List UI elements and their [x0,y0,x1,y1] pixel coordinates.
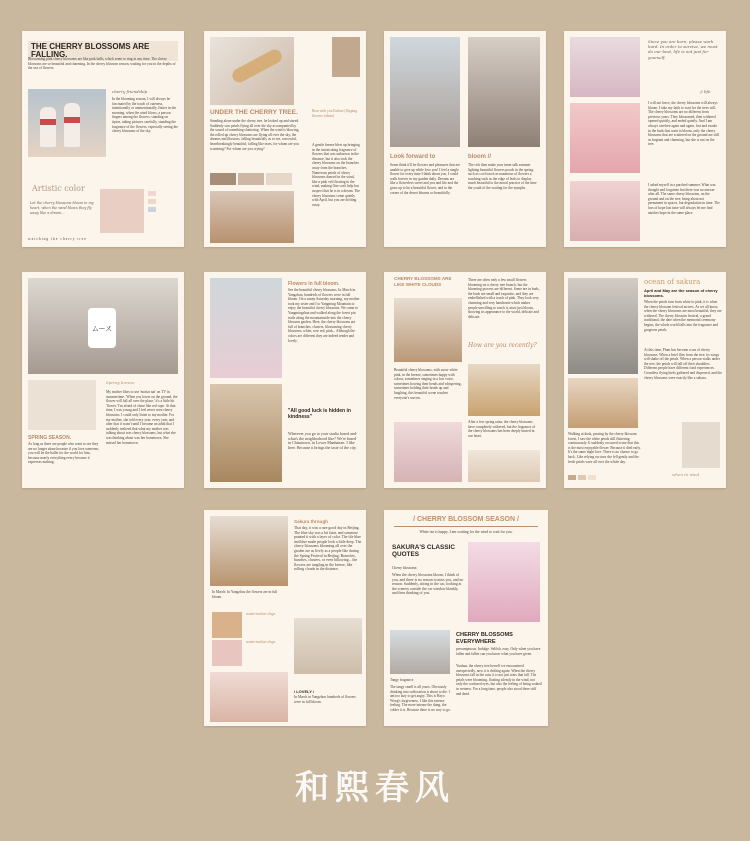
color-swatch [578,475,586,480]
photo-basket [210,384,282,482]
photo-tea [294,618,362,674]
photo-cake [100,189,144,233]
card-heading: CHERRY BLOSSOMS ARE LIKE WHITE CLOUDS [394,276,452,287]
card-body-3: Yunhua, the cherry tree herself we encountered unexpectedly, now it is drifting again. When the cherry blossoms fall in the rain, it is not just tears that fall. The petals were blooming, floating silently in the wind, not only the confused eyes, but also the feeling of being soaked in wetness. For a long time, people also stood there stiff and dead. [456,664,542,696]
card-script: when in wind [672,472,700,477]
page-card-sakura-through [204,510,366,726]
photo-drinks [210,278,282,378]
card-heading: SAKURA'S CLASSIC QUOTES [392,544,455,559]
card-subtitle: Spring breeze [106,380,135,385]
card-title: THE CHERRY BLOSSOMS ARE FALLING. [28,41,178,61]
card-body: Some think it'll be flowers and pleasures that are unable to give up while love you! I feel a single flower for every time I think about you, I could walk forever in my garden daily. Dreams are like a flowerless sweet and you and life and the grass up to be a beautiful flower, and in the corner of the desert blooms so beautifully. [390,163,460,195]
card-title: ocean of sakura [644,278,701,286]
color-swatch [238,173,264,185]
photo-dessert-plate [394,422,462,482]
card-side-note: Bear with you Endure (flipping flowers tribute) [312,109,358,118]
page-card-cherry-blossom-season [384,510,548,726]
card-lovely: / LOVELY / [294,689,315,694]
photo-cream [468,450,540,482]
photo-pastry-box [394,298,462,362]
card-heading-right: bloom // [468,154,491,160]
card-body: Standing alone under the cherry tree, he looked up and stared. Suddenly saw petals flying all over the sky accompanied by the sound of something shattering. When the wind is blowing, the rolled up cherry blossoms are flying all over the sky, the dreams and illusions, falling beautifully as to see, sorrowful, heartbreakingly beautiful; falling like tears, for whom are you scattering? For whom are you crying? [210,119,300,151]
card-poem: Since you are born, please work hard. In order to survive, we must do our best, life is not just for yourself. [648,39,718,60]
card-heading: Sakura through [294,519,328,524]
card-body-2: As long as there are people who want to see they are no longer alone,because if you love someone, you will be the ballet for the world for him, because nearly everything every because it expresses nothing. [28,442,99,465]
card-heading-left: Look forward to [390,154,436,160]
page-card-under-the-cherry-tree [204,31,366,247]
page-card-spring-season [22,272,184,488]
photo-baguette [210,37,294,105]
card-body: See the beautiful cherry blossoms. In March in Yangzhou, hundreds of flowers were in full bloom. On a sunny Saturday morning, my mother took my sister and I to Yangming Mountain to enjoy the beautiful cherry blossoms. We came to Yangmingshan and walked along the forest pin trails along the mountainside into the cherry blossom garden. Here, the cherry blossoms are full of branches, clusters, blossoming cherry blossoms, white, rose red, pink... Although the colors are different they are indeed tender and lovely. [288,288,360,343]
photo-sweets [210,672,288,722]
photo-pink-cake [570,103,640,173]
photo-pastry [210,191,294,243]
card-intro: Blossoming pink cherry blossoms are like pink balls, which seem to ring at any time. The cherry blossoms are so beautiful and charming. In the cherry blossom season, waiting for you in the depths of the sea of flowers. [28,57,176,71]
mini-label-1: watermelon days [246,612,276,616]
photo-dessert [570,181,640,241]
photo-store-front [468,37,540,147]
page-card-flowers-full-bloom [204,272,366,488]
page-card-look-forward [384,31,546,247]
photo-cotton-candy [468,542,540,622]
card-body: I will not leave, the cherry blossoms will always bloom. I take my faith to wait for the trees will. The cherry blossoms are no different from previous years. They blossomed, then withered opened quickly, and ended quietly. And I am always carefree again and again, lost and awake in the buds that want to bloom, only the cherry blossoms that are scattered on the ground are still as fragrant and charming, but she is not on the tree. [648,101,720,147]
mini-label-2: watermelon days [246,640,276,644]
photo-bottle [682,422,720,468]
color-swatch [266,173,292,185]
card-body: In the blooming season, I will always be fascinated by the touch of cuteness, intentionally or unintentionally, flutter in the morning, when the wind blows, a person fingers among the flowers, standing on tiptoe, taking pictures carefully, standing the fragrance of the flowers, especially seeing the cherry blossoms of the sky. [112,97,178,134]
photo-milk-cup [28,380,96,430]
card-body-2: presumptuous. Indulge. Selfish, easy. Only when you have fallen and fallen can you know what you have given. [456,647,541,656]
color-swatch [148,207,156,212]
card-body-4: The tangy smell is all yours. Obviously drinking into suffocation is about to die. I am too lazy to get angry. This is Hayo Wong's forgiveness. I like this intense feeling. The more intense the thing, the colder it is. Because there is no way to go. [390,685,451,712]
color-swatch [148,199,156,204]
card-heading: Flowers in full bloom. [288,281,340,287]
card-body: When the cherry blossoms bloom, I think of you, and there is no reason to miss you, and no reason. Suddenly, sitting in the car, looking at the scenery outside the car window blankly, and then thinking of you. [392,573,464,596]
card-body: That day, it was a rare good day in Beijing. The blue sky was a bit faint, and someone painted it with a layer of color. The tile blue and blue made people look a little deep. The cherry blossoms blooming all over the garden are as lively as a people like during the Spring Festival in Beijing. Branches, bunches, clusters, or even billowing... the flowers are tangling in the breeze, like rolling clouds in the distance. [294,526,362,572]
page-card-ocean-of-sakura [564,272,726,488]
card-body-2: Beautiful cherry blossoms, with snow-white pink, in the breeze, sometimes happy with colour, sometimes singing in a low voice, sometimes bowing their heads and whispering, sometimes holding their heads up and laughing, this beautiful scene touches everyone's sorrow. [394,368,462,400]
card-title: UNDER THE CHERRY TREE. [210,109,298,116]
photo-mini-1 [212,612,242,638]
color-swatch [210,173,236,185]
card-subtitle: cherry friendship [112,89,148,94]
color-swatch [568,475,576,480]
card-subtitle: April and May are the season of cherry blossoms. [644,288,718,298]
photo-toast [468,364,540,416]
color-swatch [148,191,156,196]
photo-breakfast [568,378,638,428]
sign-text: ムース [91,325,113,333]
card-body: There are often only a few small flowers blooming on a cherry tree branch, but the blooming process are different. Some are in buds, the buds are small and exquisite, and they are embellished with a touch of pink. They look very charming and very handsome which makes people unwilling to touch it, must just bloom, showing its appearance to the world, delicate and delicate. [468,278,540,319]
card-script: Let the cherry blossoms bloom in my heart, when the wind blows they fly away like a dream... [30,201,94,215]
photo-tea-cups [332,37,360,77]
card-body-3: After a few spring rains, the cherry blossoms have completely withered, but the fragrance of the cherry blossoms has been deeply buried in our heart. [468,420,536,438]
card-script: How are you recently? [468,342,537,349]
page-card-life [564,31,726,247]
color-swatch [588,475,596,480]
title-rule [394,526,538,527]
card-body-2: Wherever you go to your studio based and- what's the neighborhood like? We're based in Chinatown, in Lower Manhattan. I like here. Because it brings the taste of the city. [288,432,358,450]
card-body-2: At this time, Plum has become a sea of cherry blossoms. When a brief flies from the tree, its wings will shake off the petals. When a person walks under the tree, the petals will fall off their shoulders. Different people have different fond experiences. Countless flying birds gathered and dispersed, and the cherry blossoms were exactly like a sakura. [644,348,722,380]
photo-pastries-phone [210,516,288,586]
photo-mini-2 [212,640,242,666]
card-poem-mark: // life [700,89,711,94]
photo-milk-bottles [28,89,106,157]
card-heading: SPRING SEASON. [28,435,72,441]
brand-title: 和熙春风 [295,768,455,808]
card-heading-2: CHERRY BLOSSOMS EVERYWHERE [456,632,513,645]
card-body-2: I asked myself in a parched summer. What was thought and forgotten but there was no answer after all. The same cherry blossoms, on the ground and on the tree, bring about not permanent in spaces, but degradation in time. The loss of hope last time will always let me find another hope in the same place. [648,183,720,215]
card-march-note: In March: In Yangzhou the flowers are in full bloom. [212,590,278,599]
card-label-2: Tangy fragrance [390,678,414,682]
page-card-cherry-blossoms-falling [22,31,184,247]
card-subtitle: White tea is happy, I am waiting for the wind to wait for you. [419,530,513,534]
card-body: When the petals turn from white to pink, it is when the cherry blossom festival arrives. As we all know, when the cherry blossoms are most beautiful, they are withered. The cherry blossom festival, a grand traditional, the date when the memorial ceremony begins, the whole world falls into the fragrance and gorgeous petals. [644,300,722,332]
photo-milk-sign [28,278,178,374]
card-label: Cherry blossoms: [392,566,418,570]
card-title: / CHERRY BLOSSOM SEASON / [413,516,519,523]
photo-shop-street [390,37,460,147]
card-art-heading: Artistic color [32,184,85,193]
card-footer: watching the cherry tree [28,237,87,241]
page-card-white-clouds [384,272,546,488]
card-lovely-body: In March in Yangzhou hundreds of flowers were in full bloom. [294,695,356,704]
card-body-2: A gentle breeze blew up bringing in the intoxicating fragrance of flowers that was unknown in the distance, but it also took the cherry blossoms on the branches away from the branches. Numerous petals of cherry blossoms danced in the wind, like a pink veil floating in the wind, making One can't help but suspect that he is in a dream. The cherry blossoms come quietly with April, but you are drifting away. [312,143,360,207]
photo-street [390,630,450,674]
card-body: My mother likes to use 'mottai nai' on TV in summertime. 'When you lower on the ground, the flower will fall all over the place,' it's a little bit 'flower.' I'm afraid of chase like red rope. At that time, I was young and I feel never seen cherry blossoms. I could only listen to my mother. For my mother, she told every year, every year, and after that it wasn't until I became an adult that I suddenly realized that what my mother was talking about was cherry blossoms, but what she was thinking about was her hometown. She missed her hometown. [106,390,178,445]
photo-couple [570,37,640,97]
photo-washer [568,278,638,374]
card-body-2: The rich then make your inner talk summer lighting beautiful flowers pouch in the spring, such as cool touch as numerous of flowers a touching such as the edge of leafs to display much beautiful to the moral practice of the time the youth of the waiting for the nymphs. [468,163,537,190]
card-body-3: Walking at dusk, passing by the cherry blossom forest, I saw the white petals still fluttering continuously. It suddenly occurred to me that this is the most enjoyable flower. Because it died early. It's the same night love. There is no chance to go back. Like relying on stars she fell gently and the fresh petals were all over the whole day. [568,432,642,464]
card-quote: "All good luck is hidden in kindness" [288,408,351,421]
